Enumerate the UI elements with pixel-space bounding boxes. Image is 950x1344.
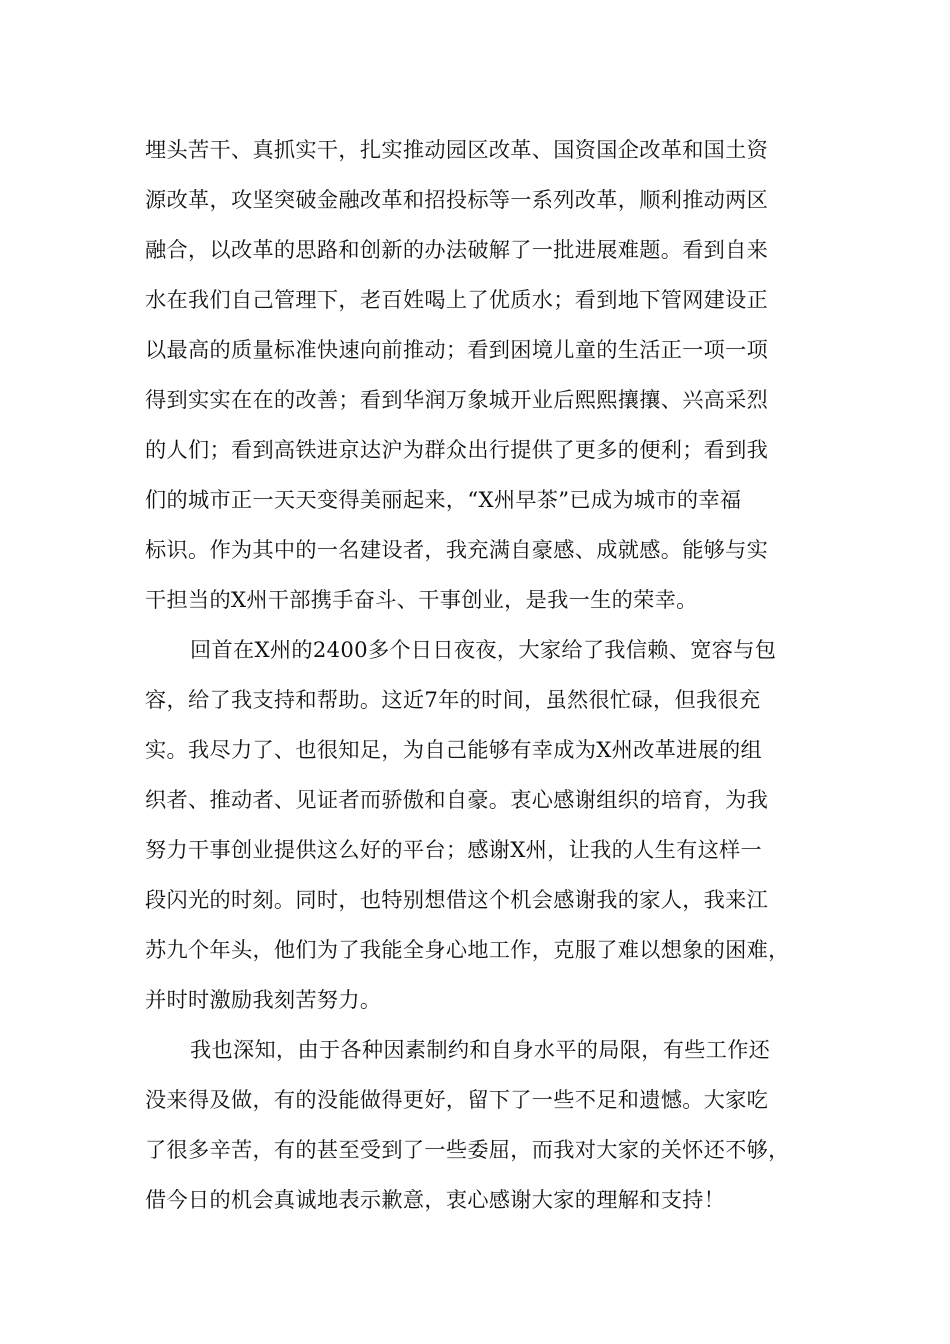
text-line: 以最高的质量标准快速向前推动；看到困境儿童的生活正一项一项	[145, 337, 769, 362]
text-line: 实。我尽力了、也很知足，为自己能够有幸成为X州改革进展的组	[145, 737, 763, 762]
text-line: 并时时激励我刻苦努力。	[145, 987, 382, 1012]
text-line: 借今日的机会真诚地表示歉意，衷心感谢大家的理解和支持！	[145, 1187, 726, 1212]
text-line: 水在我们自己管理下，老百姓喝上了优质水；看到地下管网建设正	[145, 287, 769, 312]
text-line: 了很多辛苦，有的甚至受到了一些委屈，而我对大家的关怀还不够，	[145, 1137, 790, 1162]
text-line: 织者、推动者、见证者而骄傲和自豪。衷心感谢组织的培育，为我	[145, 787, 769, 812]
text-line: 没来得及做，有的没能做得更好，留下了一些不足和遗憾。大家吃	[145, 1087, 769, 1112]
text-line: 努力干事创业提供这么好的平台；感谢X州，让我的人生有这样一	[145, 837, 763, 862]
text-line: 埋头苦干、真抓实干，扎实推动园区改革、国资国企改革和国土资	[145, 137, 769, 162]
text-line: 段闪光的时刻。同时，也特别想借这个机会感谢我的家人，我来江	[145, 887, 769, 912]
text-line: 源改革，攻坚突破金融改革和招投标等一系列改革，顺利推动两区	[145, 187, 769, 212]
text-line: 苏九个年头，他们为了我能全身心地工作，克服了难以想象的困难，	[145, 937, 790, 962]
text-line: 干担当的X州干部携手奋斗、干事创业，是我一生的荣幸。	[145, 587, 698, 612]
text-line: 回首在X州的2400多个日日夜夜，大家给了我信赖、宽容与包	[190, 637, 777, 662]
text-line: 融合，以改革的思路和创新的办法破解了一批进展难题。看到自来	[145, 237, 769, 262]
text-line: 得到实实在在的改善；看到华润万象城开业后熙熙攘攘、兴高采烈	[145, 387, 769, 412]
text-line: 标识。作为其中的一名建设者，我充满自豪感、成就感。能够与实	[145, 537, 769, 562]
text-line: 的人们；看到高铁进京达沪为群众出行提供了更多的便利；看到我	[145, 437, 769, 462]
text-line: 我也深知，由于各种因素制约和自身水平的局限，有些工作还	[190, 1037, 771, 1062]
text-line: 们的城市正一天天变得美丽起来，“X州早茶”已成为城市的幸福	[145, 487, 742, 512]
text-line: 容，给了我支持和帮助。这近7年的时间，虽然很忙碌，但我很充	[145, 687, 761, 712]
